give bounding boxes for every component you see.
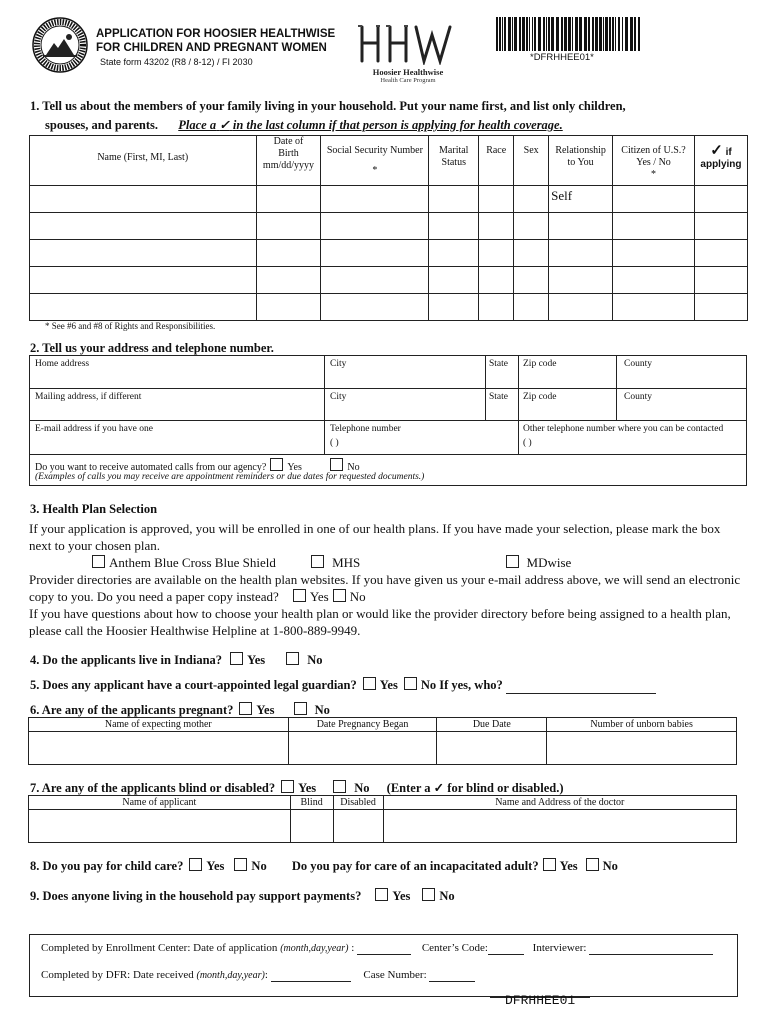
barcode-bar — [625, 17, 628, 51]
barcode-bar — [634, 17, 636, 51]
paper-copy-yes-checkbox[interactable] — [293, 589, 306, 602]
q1-instruction — [178, 118, 562, 132]
interviewer-line[interactable] — [589, 942, 713, 955]
plan-mhs-label: MHS — [332, 555, 361, 570]
col-blind: Blind — [290, 796, 333, 810]
q8-adult-no-checkbox[interactable] — [586, 858, 599, 871]
barcode-bar — [618, 17, 620, 51]
col-expecting-mother: Name of expecting mother — [29, 718, 289, 732]
office-line2-colon: : — [264, 969, 268, 981]
cell[interactable] — [694, 294, 747, 321]
cell[interactable] — [479, 240, 514, 267]
q5-no-label: No — [420, 678, 437, 692]
auto-calls-no-label: No — [347, 462, 360, 473]
checkmark-icon: ✓ — [433, 781, 445, 795]
col-sex: Sex — [514, 136, 549, 186]
col-relationship — [549, 136, 613, 186]
state-seal — [32, 17, 88, 73]
cell[interactable] — [429, 267, 479, 294]
cell[interactable] — [479, 186, 514, 213]
cell[interactable] — [549, 294, 613, 321]
col-race: Race — [479, 136, 514, 186]
barcode-icon — [494, 17, 644, 51]
barcode — [494, 17, 644, 51]
barcode-bar — [514, 17, 517, 51]
cell[interactable] — [256, 294, 321, 321]
mailing-zip-label: Zip code — [523, 392, 557, 402]
barcode-bar — [526, 17, 528, 51]
col-marital-line1: Marital — [439, 145, 469, 156]
mailing-address-label: Mailing address, if different — [35, 392, 142, 402]
q3-heading: 3. Health Plan Selection — [30, 502, 158, 516]
col-marital — [429, 136, 479, 186]
barcode-bar — [496, 17, 498, 51]
col-ssn-label: Social Security Number — [326, 145, 423, 156]
barcode-bar — [592, 17, 594, 51]
cell[interactable] — [694, 267, 747, 294]
q3-paragraph2-text: Provider directories are available on the health plan websites. If you have given us your e-mail address above, we will send an electronic copy to you. Do you need a paper copy instead? — [29, 572, 741, 604]
q8-childcare-no-label: No — [251, 859, 267, 873]
table-row — [29, 732, 737, 765]
col-applying-line1 — [695, 142, 747, 159]
plan-anthem-checkbox[interactable] — [92, 555, 105, 568]
mailing-state-label: State — [489, 392, 508, 402]
auto-calls-examples: (Examples of calls you may receive are appointment reminders or due dates for requested documents.) — [35, 472, 425, 482]
email-label: E-mail address if you have one — [35, 424, 153, 434]
mailing-county-label: County — [624, 392, 652, 402]
cell[interactable] — [479, 213, 514, 240]
cell[interactable] — [479, 267, 514, 294]
q5-text: 5. Does any applicant have a court-appointed legal guardian? — [30, 678, 357, 692]
cell[interactable] — [321, 186, 429, 213]
cell[interactable] — [30, 267, 257, 294]
barcode-bar — [543, 17, 545, 51]
logo-name: Hoosier Healthwise — [372, 67, 444, 77]
pregnancy-table — [28, 717, 737, 765]
state-form-number: State form 43202 (R8 / 8-12) / FI 2030 — [100, 57, 253, 67]
col-dob-line1: Date of — [273, 136, 304, 147]
barcode-bar — [519, 17, 521, 51]
pregnancy-header-row — [29, 718, 737, 732]
col-marital-line2: Status — [441, 157, 466, 168]
cell[interactable] — [29, 810, 291, 843]
q8-text: 8. Do you pay for child care? — [30, 859, 184, 873]
seal-icon — [32, 17, 88, 73]
barcode-bar — [579, 17, 582, 51]
q6-no-label: No — [314, 703, 330, 717]
auto-calls-text: Do you want to receive automated calls from our agency? — [35, 462, 267, 473]
auto-calls-question — [35, 458, 360, 473]
barcode-bar — [538, 17, 541, 51]
q5-yes-label: Yes — [379, 678, 398, 692]
county-label: County — [624, 359, 652, 369]
cell[interactable] — [613, 240, 695, 267]
barcode-bar — [622, 17, 623, 51]
cell[interactable] — [256, 186, 321, 213]
cell[interactable] — [30, 294, 257, 321]
disability-table — [28, 795, 737, 843]
cell[interactable] — [429, 294, 479, 321]
col-citizen-line1: Citizen of U.S.? — [621, 145, 686, 156]
q6-no-checkbox[interactable] — [294, 702, 307, 715]
paper-copy-no-checkbox[interactable] — [333, 589, 346, 602]
col-name: Name (First, MI, Last) — [30, 136, 257, 186]
col-due-date: Due Date — [437, 718, 547, 732]
q4-yes-label: Yes — [247, 653, 266, 667]
q8-adult-yes-checkbox[interactable] — [543, 858, 556, 871]
cell[interactable] — [290, 810, 333, 843]
cell[interactable] — [694, 186, 747, 213]
barcode-bar — [532, 17, 533, 51]
cell[interactable] — [547, 732, 737, 765]
col-relationship-line1: Relationship — [555, 145, 606, 156]
col-ssn-star: * — [372, 165, 378, 176]
office-line1-format: (month,day,year) — [280, 943, 349, 954]
barcode-bar — [584, 17, 587, 51]
cell[interactable] — [321, 267, 429, 294]
case-number-line[interactable] — [429, 969, 475, 982]
date-received-line[interactable] — [271, 969, 351, 982]
address-box — [29, 355, 747, 486]
plan-anthem-label: Anthem Blue Cross Blue Shield — [109, 555, 276, 570]
cell[interactable] — [288, 732, 437, 765]
q2-heading: 2. Tell us your address and telephone number. — [30, 341, 274, 355]
barcode-bar — [504, 17, 506, 51]
city-label: City — [330, 359, 347, 369]
center-code-line[interactable] — [488, 942, 524, 955]
cell[interactable] — [613, 186, 695, 213]
q8-question — [30, 858, 618, 874]
barcode-bar — [612, 17, 614, 51]
office-line1-label: Completed by Enrollment Center: Date of application — [41, 942, 278, 954]
q5-no-checkbox[interactable] — [404, 677, 417, 690]
barcode-bar — [564, 17, 567, 51]
q8-childcare-yes-checkbox[interactable] — [189, 858, 202, 871]
col-ssn — [321, 136, 429, 186]
barcode-bar — [522, 17, 525, 51]
cell[interactable] — [30, 186, 257, 213]
table-row — [30, 213, 748, 240]
center-code-label: Center’s Code: — [421, 942, 488, 954]
cell[interactable] — [321, 213, 429, 240]
cell[interactable] — [383, 810, 736, 843]
cell[interactable] — [429, 186, 479, 213]
barcode-bar — [534, 17, 536, 51]
barcode-bar — [502, 17, 503, 51]
state-label: State — [489, 359, 508, 369]
barcode-bar — [551, 17, 554, 51]
other-phone-label: Other telephone number where you can be contacted — [523, 424, 724, 434]
q1-heading: 1. Tell us about the members of your family living in your household. Put your name first, and list only children, — [30, 99, 626, 113]
q9-text: 9. Does anyone living in the household pay support payments? — [30, 889, 362, 903]
table-row — [30, 186, 748, 213]
other-phone-paren: ( ) — [523, 438, 532, 448]
zip-label: Zip code — [523, 359, 557, 369]
barcode-bar — [508, 17, 511, 51]
telephone-paren: ( ) — [330, 438, 339, 448]
q5-guardian-name-line[interactable] — [506, 678, 656, 694]
barcode-bar — [561, 17, 563, 51]
auto-calls-yes-checkbox[interactable] — [270, 458, 283, 471]
form-title-line2: FOR CHILDREN AND PREGNANT WOMEN — [96, 42, 327, 54]
col-citizen-star: * — [651, 169, 657, 180]
table-row — [29, 810, 737, 843]
q8-adult-yes-label: Yes — [559, 859, 578, 873]
cell[interactable] — [694, 240, 747, 267]
plan-mdwise-checkbox[interactable] — [506, 555, 519, 568]
barcode-bar — [512, 17, 513, 51]
table-header-row — [30, 136, 748, 186]
hhw-logo — [356, 21, 466, 85]
col-applying — [694, 136, 747, 186]
table-row — [30, 267, 748, 294]
barcode-bar — [575, 17, 578, 51]
col-citizen-line2: Yes / No — [636, 157, 671, 168]
col-applying-line2: applying — [700, 159, 742, 170]
cell[interactable] — [437, 732, 547, 765]
cell[interactable] — [514, 240, 549, 267]
cell[interactable] — [694, 213, 747, 240]
col-applicant-name: Name of applicant — [29, 796, 291, 810]
office-use-box — [29, 934, 738, 997]
barcode-bar — [638, 17, 640, 51]
enrollment-center-line — [41, 942, 713, 955]
barcode-bar — [546, 17, 547, 51]
paper-copy-yes-label: Yes — [309, 589, 329, 604]
q3-paragraph3: If you have questions about how to choose your health plan or would like the provider directory before being assigned to a health plan, please call the Hoosier Healthwise Helpline at 1-800-889-9949. — [29, 606, 731, 638]
q4-question — [30, 652, 323, 668]
cell[interactable] — [29, 732, 289, 765]
q5-who-label: If yes, who? — [439, 678, 503, 692]
barcode-bar — [568, 17, 571, 51]
form-title-line1: APPLICATION FOR HOOSIER HEALTHWISE — [96, 28, 336, 40]
q7-no-label: No — [354, 781, 370, 795]
q7-yes-label: Yes — [298, 781, 317, 795]
office-line2-label: Completed by DFR: Date received — [41, 969, 194, 981]
q7-yes-checkbox[interactable] — [281, 780, 294, 793]
q5-question — [30, 677, 656, 694]
logo-tagline: Health Care Program — [380, 77, 436, 84]
q9-question — [30, 888, 455, 904]
q7-no-checkbox[interactable] — [333, 780, 346, 793]
q6-question — [30, 702, 330, 718]
q6-yes-label: Yes — [256, 703, 275, 717]
col-disabled: Disabled — [333, 796, 383, 810]
q3-paragraph2 — [29, 571, 745, 605]
q4-no-label: No — [307, 653, 323, 667]
q3-plan-options — [88, 554, 768, 571]
col-citizen — [613, 136, 695, 186]
cell[interactable] — [514, 267, 549, 294]
barcode-bar — [499, 17, 501, 51]
checkmark-icon: ✓ — [710, 142, 723, 159]
q9-no-label: No — [439, 889, 455, 903]
auto-calls-yes-label: Yes — [287, 462, 302, 473]
q1-heading-line2 — [45, 117, 563, 133]
q7-question — [30, 780, 564, 796]
col-dob-line3: mm/dd/yyyy — [262, 160, 315, 171]
home-address-label: Home address — [35, 359, 90, 369]
cell[interactable] — [613, 213, 695, 240]
office-line1-colon: : — [351, 942, 355, 954]
barcode-bar — [595, 17, 598, 51]
q7-enter-post: for blind or disabled.) — [447, 781, 564, 795]
table-row — [30, 294, 748, 321]
col-pregnancy-began: Date Pregnancy Began — [288, 718, 437, 732]
q8-adult-no-label: No — [602, 859, 618, 873]
cell[interactable] — [30, 240, 257, 267]
cell[interactable] — [479, 294, 514, 321]
cell[interactable] — [321, 240, 429, 267]
q1-instruction-pre: Place a — [178, 118, 217, 132]
q4-text: 4. Do the applicants live in Indiana? — [30, 653, 223, 667]
q1-instruction-post: in the last column if that person is applying for health coverage. — [232, 118, 563, 132]
cell[interactable] — [256, 240, 321, 267]
interviewer-label: Interviewer: — [532, 942, 587, 954]
col-dob — [256, 136, 321, 186]
col-doctor: Name and Address of the doctor — [383, 796, 736, 810]
mailing-city-label: City — [330, 392, 347, 402]
plan-mdwise-label: MDwise — [526, 555, 572, 570]
barcode-bar — [572, 17, 573, 51]
paper-copy-no-label: No — [349, 589, 366, 604]
q8-childcare-no-checkbox[interactable] — [234, 858, 247, 871]
barcode-bar — [609, 17, 611, 51]
application-date-line[interactable] — [357, 942, 411, 955]
checkmark-icon: ✓ — [219, 118, 230, 132]
cell[interactable] — [514, 294, 549, 321]
col-unborn-babies: Number of unborn babies — [547, 718, 737, 732]
cell[interactable] — [256, 213, 321, 240]
barcode-bar — [630, 17, 633, 51]
cell[interactable] — [514, 213, 549, 240]
q1-footnote: * See #6 and #8 of Rights and Responsibilities. — [45, 321, 216, 331]
q8-adult-care-text: Do you pay for care of an incapacitated adult? — [291, 859, 539, 873]
case-number-label: Case Number: — [363, 969, 427, 981]
barcode-bar — [588, 17, 590, 51]
barcode-bar — [556, 17, 559, 51]
cell[interactable] — [429, 213, 479, 240]
household-members-table — [29, 135, 748, 321]
cell[interactable] — [613, 294, 695, 321]
cell[interactable] — [549, 213, 613, 240]
cell[interactable] — [514, 186, 549, 213]
cell[interactable] — [613, 267, 695, 294]
cell[interactable] — [256, 267, 321, 294]
q7-text: 7. Are any of the applicants blind or disabled? — [30, 781, 276, 795]
q8-childcare-yes-label: Yes — [206, 859, 225, 873]
q5-yes-checkbox[interactable] — [363, 677, 376, 690]
cell[interactable] — [429, 240, 479, 267]
q4-no-checkbox[interactable] — [286, 652, 299, 665]
hhw-logo-icon — [356, 21, 456, 65]
disability-header-row — [29, 796, 737, 810]
cell[interactable] — [549, 240, 613, 267]
q6-text: 6. Are any of the applicants pregnant? — [30, 703, 234, 717]
barcode-bar — [529, 17, 530, 51]
dfr-line — [41, 969, 475, 982]
col-dob-line2: Birth — [278, 148, 299, 159]
cell[interactable] — [549, 267, 613, 294]
footer-form-code: DFRHHEE01 — [505, 993, 576, 1008]
self-relationship-cell: Self — [549, 186, 613, 213]
form-title — [96, 27, 335, 55]
col-relationship-line2: to You — [567, 157, 594, 168]
telephone-label: Telephone number — [330, 424, 401, 434]
auto-calls-no-checkbox[interactable] — [330, 458, 343, 471]
plan-mhs-checkbox[interactable] — [311, 555, 324, 568]
barcode-bar — [548, 17, 550, 51]
q1-heading2: spouses, and parents. — [45, 118, 159, 132]
barcode-bar — [605, 17, 608, 51]
q9-no-checkbox[interactable] — [422, 888, 435, 901]
office-line2-format: (month,day,year) — [196, 970, 265, 981]
q9-yes-checkbox[interactable] — [375, 888, 388, 901]
col-applying-if: if — [725, 147, 732, 158]
barcode-bar — [615, 17, 616, 51]
q6-yes-checkbox[interactable] — [239, 702, 252, 715]
q4-yes-checkbox[interactable] — [230, 652, 243, 665]
q9-yes-label: Yes — [392, 889, 411, 903]
q3-paragraph1: If your application is approved, you will be enrolled in one of our health plans. If you have made your selection, please mark the box next to your chosen plan. — [29, 521, 721, 553]
barcode-bar — [603, 17, 604, 51]
cell[interactable] — [333, 810, 383, 843]
cell[interactable] — [321, 294, 429, 321]
barcode-text: *DFRHHEE01* — [530, 52, 594, 63]
q7-enter-pre: (Enter a — [386, 781, 431, 795]
barcode-bar — [599, 17, 602, 51]
cell[interactable] — [30, 213, 257, 240]
table-row — [30, 240, 748, 267]
